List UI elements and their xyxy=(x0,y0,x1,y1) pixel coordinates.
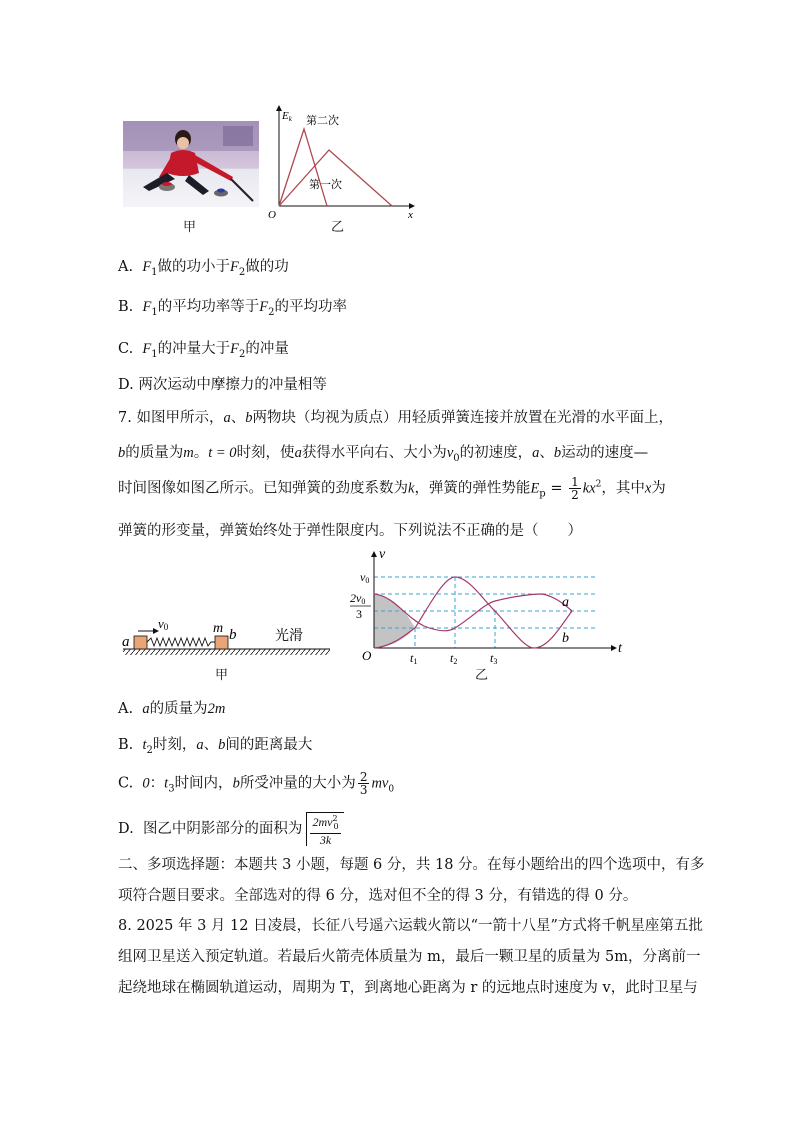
curve-a-label: a xyxy=(562,595,569,610)
label-a: a xyxy=(122,634,130,650)
first-label: 第一次 xyxy=(309,179,342,191)
curve-b-label: b xyxy=(562,631,569,646)
curling-photo xyxy=(123,121,259,207)
q6-option-c[interactable]: C. $F_1$的冲量大于$F_2$的冲量 xyxy=(118,341,289,360)
two-thirds-den: 3 xyxy=(356,607,362,621)
q7-stem-line1: 7. 如图甲所示，a、b两物块（均视为质点）用轻质弹簧连接并放置在光滑的水平面上， xyxy=(118,410,673,426)
graph-caption: 乙 xyxy=(331,220,345,235)
x-label: x xyxy=(408,209,413,221)
two-thirds-fraction: $\frac{2}{3}$ xyxy=(359,770,368,797)
block-b xyxy=(215,636,228,649)
section2-line1: 二、多项选择题：本题共 3 小题，每题 6 分，共 18 分。在每小题给出的四个选项中，有多 xyxy=(118,857,705,873)
fig7b-caption: 乙 xyxy=(475,668,489,683)
q6-option-b[interactable]: B. $F_1$的平均功率等于$F_2$的平均功率 xyxy=(118,299,347,318)
t-axis-label: t xyxy=(618,641,622,656)
two-thirds-num: 2v0 xyxy=(350,591,366,606)
label-smooth: 光滑 xyxy=(275,629,303,644)
curling-athlete-illustration xyxy=(123,121,259,207)
t3-tick: t3 xyxy=(490,651,498,666)
origin-label: O xyxy=(362,648,372,663)
q8-line1: 8. 2025 年 3 月 12 日凌晨，长征八号遥六运载火箭以“一箭十八星”方式将千帆星座第五批 xyxy=(118,918,703,934)
section2-line2: 项符合题目要求。全部选对的得 6 分，选对但不全的得 3 分，有错选的得 0 分。 xyxy=(118,888,638,904)
ground-hatch xyxy=(123,649,330,655)
ek-x-graph xyxy=(262,102,422,222)
curve-first xyxy=(279,150,392,206)
one-half-fraction: $\frac{1}{2}$ xyxy=(571,475,579,502)
shaded-area xyxy=(374,594,415,648)
q7-option-a[interactable]: A. a的质量为2m xyxy=(118,701,226,717)
photo-caption: 甲 xyxy=(183,220,197,235)
q7-stem-line3: 时间图像如图乙所示。已知弹簧的劲度系数为k，弹簧的弹性势能$E_p$ = $\frac{1}{2}$ $kx^2$，其中x为 xyxy=(118,475,666,502)
curve-second xyxy=(279,129,327,206)
t1-tick: t1 xyxy=(410,651,418,666)
label-b: b xyxy=(229,627,237,643)
spring xyxy=(147,638,215,646)
second-label: 第二次 xyxy=(306,115,339,127)
q6-option-d[interactable]: D. 两次运动中摩擦力的冲量相等 xyxy=(118,377,327,393)
t2-tick: t2 xyxy=(450,651,458,666)
q7-option-d[interactable]: D. 图乙中阴影部分的面积为 $\frac{2mv^2_0}{3k}$ xyxy=(118,812,344,846)
v-t-graph xyxy=(344,546,634,666)
v0-tick: v0 xyxy=(360,570,370,585)
q6-option-a[interactable]: A. $F_1$做的功小于$F_2$做的功 xyxy=(118,259,289,278)
q8-line2: 组网卫星送入预定轨道。若最后火箭壳体质量为 m，最后一颗卫星的质量为 5m，分离前一 xyxy=(118,949,701,965)
sqrt-expression: $\frac{2mv^2_0}{3k}$ xyxy=(306,812,343,846)
label-v0: v0 xyxy=(158,616,169,632)
q7-option-c[interactable]: C. 0：$t_3$时间内，b所受冲量的大小为 $\frac{2}{3}$ $mv_0$ xyxy=(118,770,395,797)
block-a xyxy=(134,636,147,649)
origin-label: O xyxy=(268,209,276,221)
q7-option-b[interactable]: B. $t_2$时刻，a、b间的距离最大 xyxy=(118,737,313,756)
ek-label: Ek xyxy=(282,110,292,123)
q7-stem-line4: 弹簧的形变量，弹簧始终处于弹性限度内。下列说法不正确的是（ ） xyxy=(118,523,582,539)
label-m: m xyxy=(213,621,224,636)
fig7a-caption: 甲 xyxy=(215,668,229,683)
v-axis-label: v xyxy=(379,547,386,562)
q7-stem-line2: b的质量为m。t = 0时刻，使a获得水平向右、大小为$v_0$的初速度，a、b运动的速度— xyxy=(118,445,649,464)
q8-line3: 起绕地球在椭圆轨道运动，周期为 T，到离地心距离为 r 的远地点时速度为 v，此时卫星与 xyxy=(118,980,698,996)
